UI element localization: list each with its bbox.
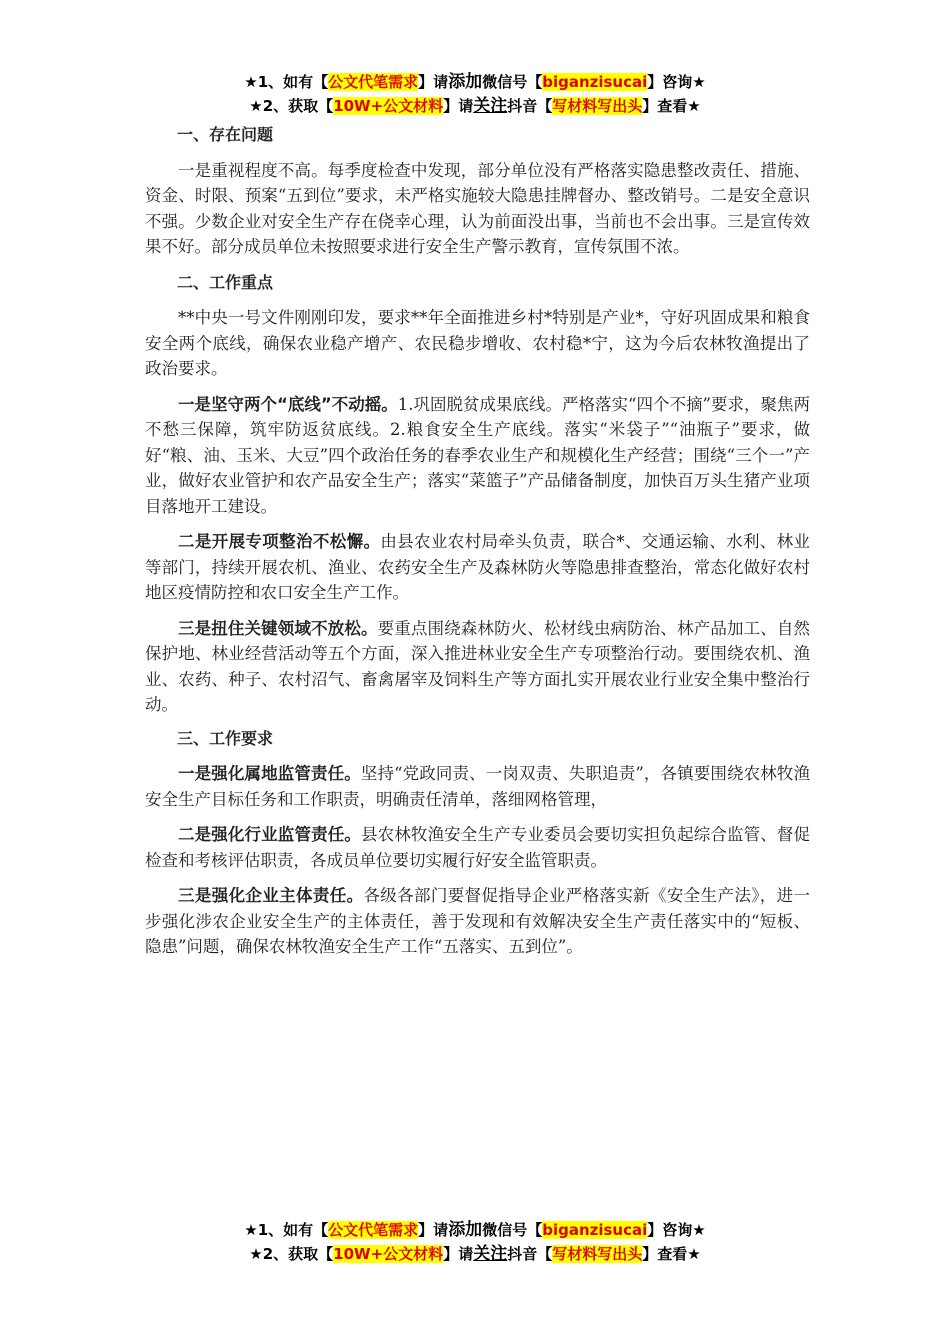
promo-text: ★2、获取【 bbox=[249, 97, 334, 115]
promo-emphasis: 关注 bbox=[473, 96, 508, 116]
paragraph-text: 由县农业农村局牵头负责，联合*、交通运输、水利、林业等部门，持续开展农机、渔业、农药安全生产及森林防火等隐患排查整治，常态化做好农村地区疫情防控和农口安全生产工作。 bbox=[145, 532, 811, 602]
promo-text: 】查看★ bbox=[642, 97, 701, 115]
promo-emphasis: 添加 bbox=[448, 1220, 483, 1240]
promo-emphasis: 添加 bbox=[448, 72, 483, 92]
promo-text: 抖音【 bbox=[507, 1245, 553, 1263]
paragraph-enterprise-responsibility bbox=[145, 883, 810, 960]
paragraph-lead: 三是扭住关键领域不放松。 bbox=[178, 618, 378, 638]
promo-text: 】咨询★ bbox=[647, 1221, 706, 1239]
paragraph-text: 县农林牧渔安全生产专业委员会要切实担负起综合监管、督促检查和考核评估职责，各成员单位要切实履行好安全监管职责。 bbox=[145, 825, 811, 870]
promo-text: 】请 bbox=[443, 97, 474, 115]
promo-text: 】请 bbox=[418, 73, 449, 91]
paragraph-industry-responsibility bbox=[145, 822, 810, 873]
paragraph-bottom-lines bbox=[145, 392, 810, 520]
promo-text: 】请 bbox=[443, 1245, 474, 1263]
section-heading-key-work: 二、工作重点 bbox=[177, 272, 274, 292]
promo-text: ★2、获取【 bbox=[249, 1245, 334, 1263]
promo-highlight-douyin-name: 写材料写出头 bbox=[552, 97, 643, 115]
paragraph-territorial-responsibility bbox=[145, 761, 810, 812]
section-heading-problems: 一、存在问题 bbox=[177, 125, 274, 144]
document-body bbox=[145, 122, 810, 970]
promo-text: 微信号【 bbox=[482, 1221, 543, 1239]
paragraph-lead: 三是强化企业主体责任。 bbox=[178, 886, 364, 905]
section-heading-requirements: 三、工作要求 bbox=[177, 728, 274, 748]
paragraph-text: 坚持“党政同责、一岗双责、失职追责”，各镇要围绕农林牧渔安全生产目标任务和工作职责，明确责任清单，落细网格管理， bbox=[145, 764, 811, 809]
paragraph-lead: 一是强化属地监管责任。 bbox=[178, 764, 361, 783]
promo-text: 抖音【 bbox=[507, 97, 553, 115]
paragraph-text: 要重点围绕森林防火、松材线虫病防治、林产品加工、自然保护地、林业经营活动等五个方面，深入推进林业安全生产专项整治行动。要围绕农机、渔业、农药、种子、农村沼气、畜禽屠宰及饲料生产等方面扎实开展农业行业安全集中整治行动。 bbox=[145, 618, 811, 714]
promo-text: 微信号【 bbox=[482, 73, 543, 91]
promo-line-1 bbox=[0, 70, 950, 94]
paragraph-lead: 一是坚守两个“底线”不动摇。 bbox=[178, 394, 398, 414]
promo-text: ★1、如有【 bbox=[244, 73, 329, 91]
promo-text: 】查看★ bbox=[642, 1245, 701, 1263]
promo-highlight-douyin-name: 写材料写出头 bbox=[552, 1245, 643, 1263]
promo-emphasis: 关注 bbox=[473, 1244, 508, 1264]
paragraph-lead: 二是开展专项整治不松懈。 bbox=[178, 532, 381, 551]
promo-highlight-wechat-id: biganzisucai bbox=[542, 1221, 648, 1239]
paragraph-key-areas bbox=[145, 616, 810, 718]
paragraph-problems: 一是重视程度不高。每季度检查中发现，部分单位没有严格落实隐患整改责任、措施、资金、时限、预案“五到位”要求，未严格实施较大隐患挂牌督办、整改销号。二是安全意识不强。少数企业对安全生产存在侥幸心理，认为前面没出事，当前也不会出事。三是宣传效果不好。部分成员单位未按照要求进行安全生产警示教育，宣传氛围不浓。 bbox=[145, 160, 810, 256]
promo-highlight-wechat-id: biganzisucai bbox=[542, 73, 648, 91]
paragraph-policy: **中央一号文件刚刚印发，要求**年全面推进乡村*特别是产业*，守好巩固成果和粮食安全两个底线，确保农业稳产增产、农民稳步增收、农村稳*宁，这为今后农林牧渔提出了政治要求。 bbox=[145, 308, 810, 378]
promo-highlight: 10W+公文材料 bbox=[333, 1245, 444, 1263]
promo-highlight: 公文代笔需求 bbox=[328, 73, 419, 91]
promo-banner-bottom bbox=[0, 1218, 950, 1266]
paragraph-text: 各级各部门要督促指导企业严格落实新《安全生产法》，进一步强化涉农企业安全生产的主体责任，善于发现和有效解决安全生产责任落实中的“短板、隐患”问题，确保农林牧渔安全生产工作“五落实、五到位”。 bbox=[145, 886, 811, 956]
paragraph-text: 1.巩固脱贫成果底线。严格落实“四个不摘”要求，聚焦两不愁三保障，筑牢防返贫底线。2.粮食安全生产底线。落实“米袋子”“油瓶子”要求，做好“粮、油、玉米、大豆”四个政治任务的春季农业生产和规模化生产经营；围绕“三个一”产业，做好农业管护和农产品安全生产；落实“菜篮子”产品储备制度，加快百万头生猪产业项目落地开工建设。 bbox=[145, 394, 810, 516]
promo-line-2 bbox=[0, 1242, 950, 1266]
promo-line-1 bbox=[0, 1218, 950, 1242]
promo-banner-top bbox=[0, 70, 950, 118]
promo-highlight: 10W+公文材料 bbox=[333, 97, 444, 115]
promo-text: ★1、如有【 bbox=[244, 1221, 329, 1239]
paragraph-lead: 二是强化行业监管责任。 bbox=[178, 825, 361, 844]
paragraph-special-rectification bbox=[145, 529, 810, 606]
promo-text: 】请 bbox=[418, 1221, 449, 1239]
promo-text: 】咨询★ bbox=[647, 73, 706, 91]
promo-highlight: 公文代笔需求 bbox=[328, 1221, 419, 1239]
promo-line-2 bbox=[0, 94, 950, 118]
